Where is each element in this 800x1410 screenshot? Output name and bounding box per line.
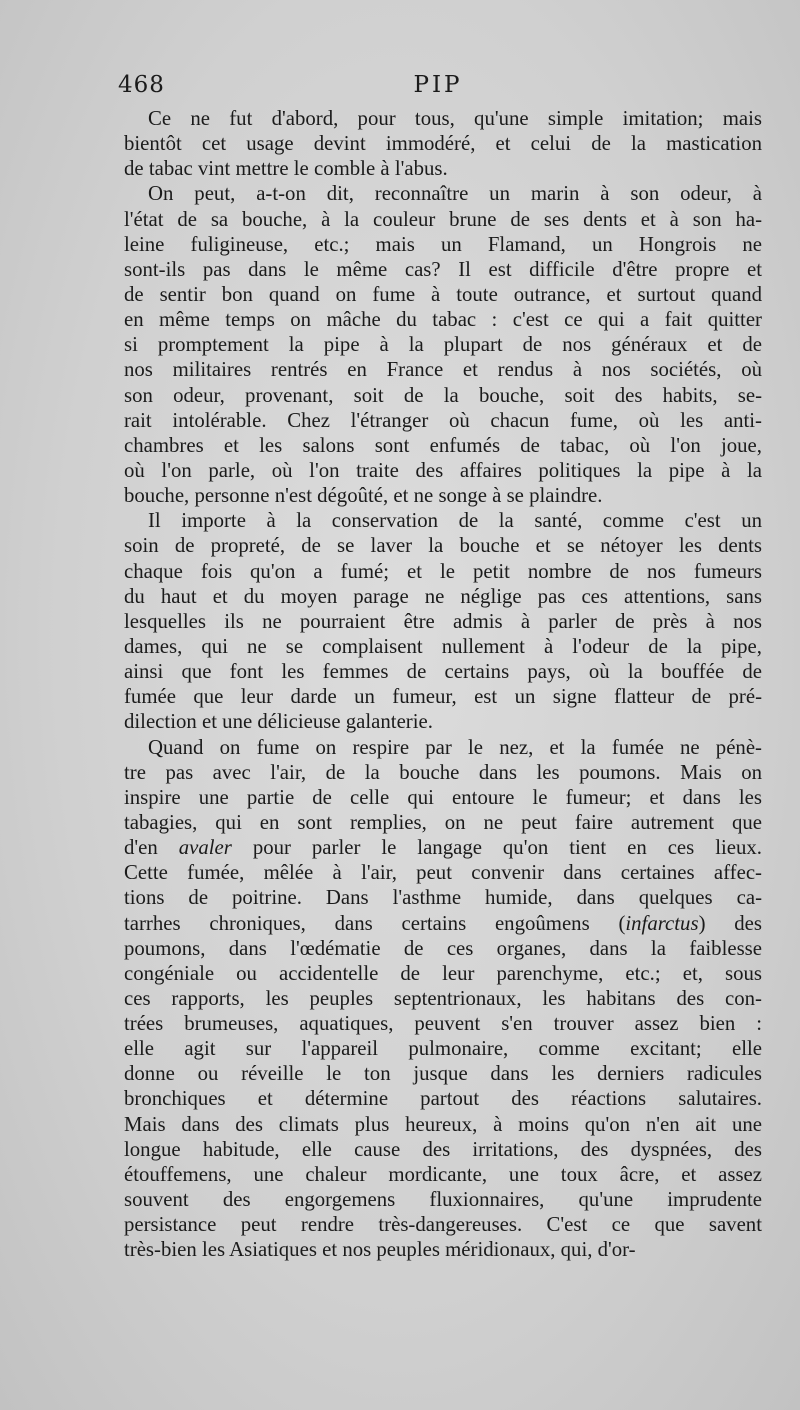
paragraph — [124, 106, 762, 181]
text-line: persistance peut rendre très-dangereuses. C'est ce que savent — [124, 1213, 762, 1237]
text-line: de sentir bon quand on fume à toute outrance, et surtout quand — [124, 282, 762, 306]
text-line: leine fuligineuse, etc.; mais un Flamand, un Hongrois ne — [124, 232, 762, 256]
text-line: Il importe à la conservation de la santé, comme c'est un — [148, 509, 762, 533]
text-line: d'en avaler pour parler le langage qu'on tient en ces lieux. — [124, 836, 762, 860]
text-line: lesquelles ils ne pourraient être admis à parler de près à nos — [124, 609, 762, 633]
text-line: bronchiques et détermine partout des réactions salutaires. — [124, 1087, 762, 1111]
text-line: ainsi que font les femmes de certains pays, où la bouffée de — [124, 660, 762, 684]
paragraph — [124, 508, 762, 734]
text-line: du haut et du moyen parage ne néglige pas ces attentions, sans — [124, 584, 762, 608]
text-line: dames, qui ne se complaisent nullement à l'odeur de la pipe, — [124, 634, 762, 658]
paragraph — [124, 181, 762, 508]
running-head: PIP — [413, 72, 463, 98]
text-line: Cette fumée, mêlée à l'air, peut convenir dans certaines affec- — [124, 861, 762, 885]
text-line: Quand on fume on respire par le nez, et la fumée ne pénè- — [148, 735, 762, 759]
text-line: étouffemens, une chaleur mordicante, une toux âcre, et assez — [124, 1162, 762, 1186]
text-line: congéniale ou accidentelle de leur parenchyme, etc.; et, sous — [124, 961, 762, 985]
text-line: très-bien les Asiatiques et nos peuples méridionaux, qui, d'or- — [124, 1238, 636, 1262]
text-line: donne ou réveille le ton jusque dans les derniers radicules — [124, 1062, 762, 1086]
text-line: de tabac vint mettre le comble à l'abus. — [124, 157, 448, 181]
text-line: fumée que leur darde un fumeur, est un signe flatteur de pré- — [124, 685, 762, 709]
body-text — [124, 106, 762, 1262]
text-line: rait intolérable. Chez l'étranger où chacun fume, où les anti- — [124, 408, 762, 432]
text-line: souvent des engorgemens fluxionnaires, qu'une imprudente — [124, 1188, 762, 1212]
page-number: 468 — [118, 72, 165, 98]
text-line: si promptement la pipe à la plupart de nos généraux et de — [124, 333, 762, 357]
text-line: soin de propreté, de se laver la bouche et se nétoyer les dents — [124, 534, 762, 558]
text-line: sont-ils pas dans le même cas? Il est difficile d'être propre et — [124, 257, 762, 281]
text-line: son odeur, provenant, soit de la bouche, soit des habits, se- — [124, 383, 762, 407]
paragraph — [124, 735, 762, 1263]
text-line: dilection et une délicieuse galanterie. — [124, 710, 433, 734]
text-line: où l'on parle, où l'on traite des affaires politiques la pipe à la — [124, 458, 762, 482]
page-header — [118, 72, 758, 106]
text-line: trées brumeuses, aquatiques, peuvent s'en trouver assez bien : — [124, 1012, 762, 1036]
text-line: chambres et les salons sont enfumés de tabac, où l'on joue, — [124, 433, 762, 457]
text-line: bouche, personne n'est dégoûté, et ne songe à se plaindre. — [124, 484, 603, 508]
text-line: tabagies, qui en sont remplies, on ne peut faire autrement que — [124, 810, 762, 834]
text-line: bientôt cet usage devint immodéré, et celui de la mastication — [124, 132, 762, 156]
text-line: On peut, a-t-on dit, reconnaître un marin à son odeur, à — [148, 182, 762, 206]
text-line: longue habitude, elle cause des irritations, des dyspnées, des — [124, 1137, 762, 1161]
text-line: tarrhes chroniques, dans certains engoûmens (infarctus) des — [124, 911, 762, 935]
text-line: poumons, dans l'œdématie de ces organes, dans la faiblesse — [124, 936, 762, 960]
text-line: en même temps on mâche du tabac : c'est ce qui a fait quitter — [124, 308, 762, 332]
text-line: nos militaires rentrés en France et rendus à nos sociétés, où — [124, 358, 762, 382]
text-line: tions de poitrine. Dans l'asthme humide, dans quelques ca- — [124, 886, 762, 910]
text-line: inspire une partie de celle qui entoure le fumeur; et dans les — [124, 785, 762, 809]
text-line: ces rapports, les peuples septentrionaux, les habitans des con- — [124, 986, 762, 1010]
text-line: Ce ne fut d'abord, pour tous, qu'une simple imitation; mais — [148, 107, 762, 130]
text-line: Mais dans des climats plus heureux, à moins qu'on n'en ait une — [124, 1112, 762, 1136]
text-line: chaque fois qu'on a fumé; et le petit nombre de nos fumeurs — [124, 559, 762, 583]
text-line: elle agit sur l'appareil pulmonaire, comme excitant; elle — [124, 1037, 762, 1061]
text-line: l'état de sa bouche, à la couleur brune de ses dents et à son ha- — [124, 207, 762, 231]
text-line: tre pas avec l'air, de la bouche dans les poumons. Mais on — [124, 760, 762, 784]
